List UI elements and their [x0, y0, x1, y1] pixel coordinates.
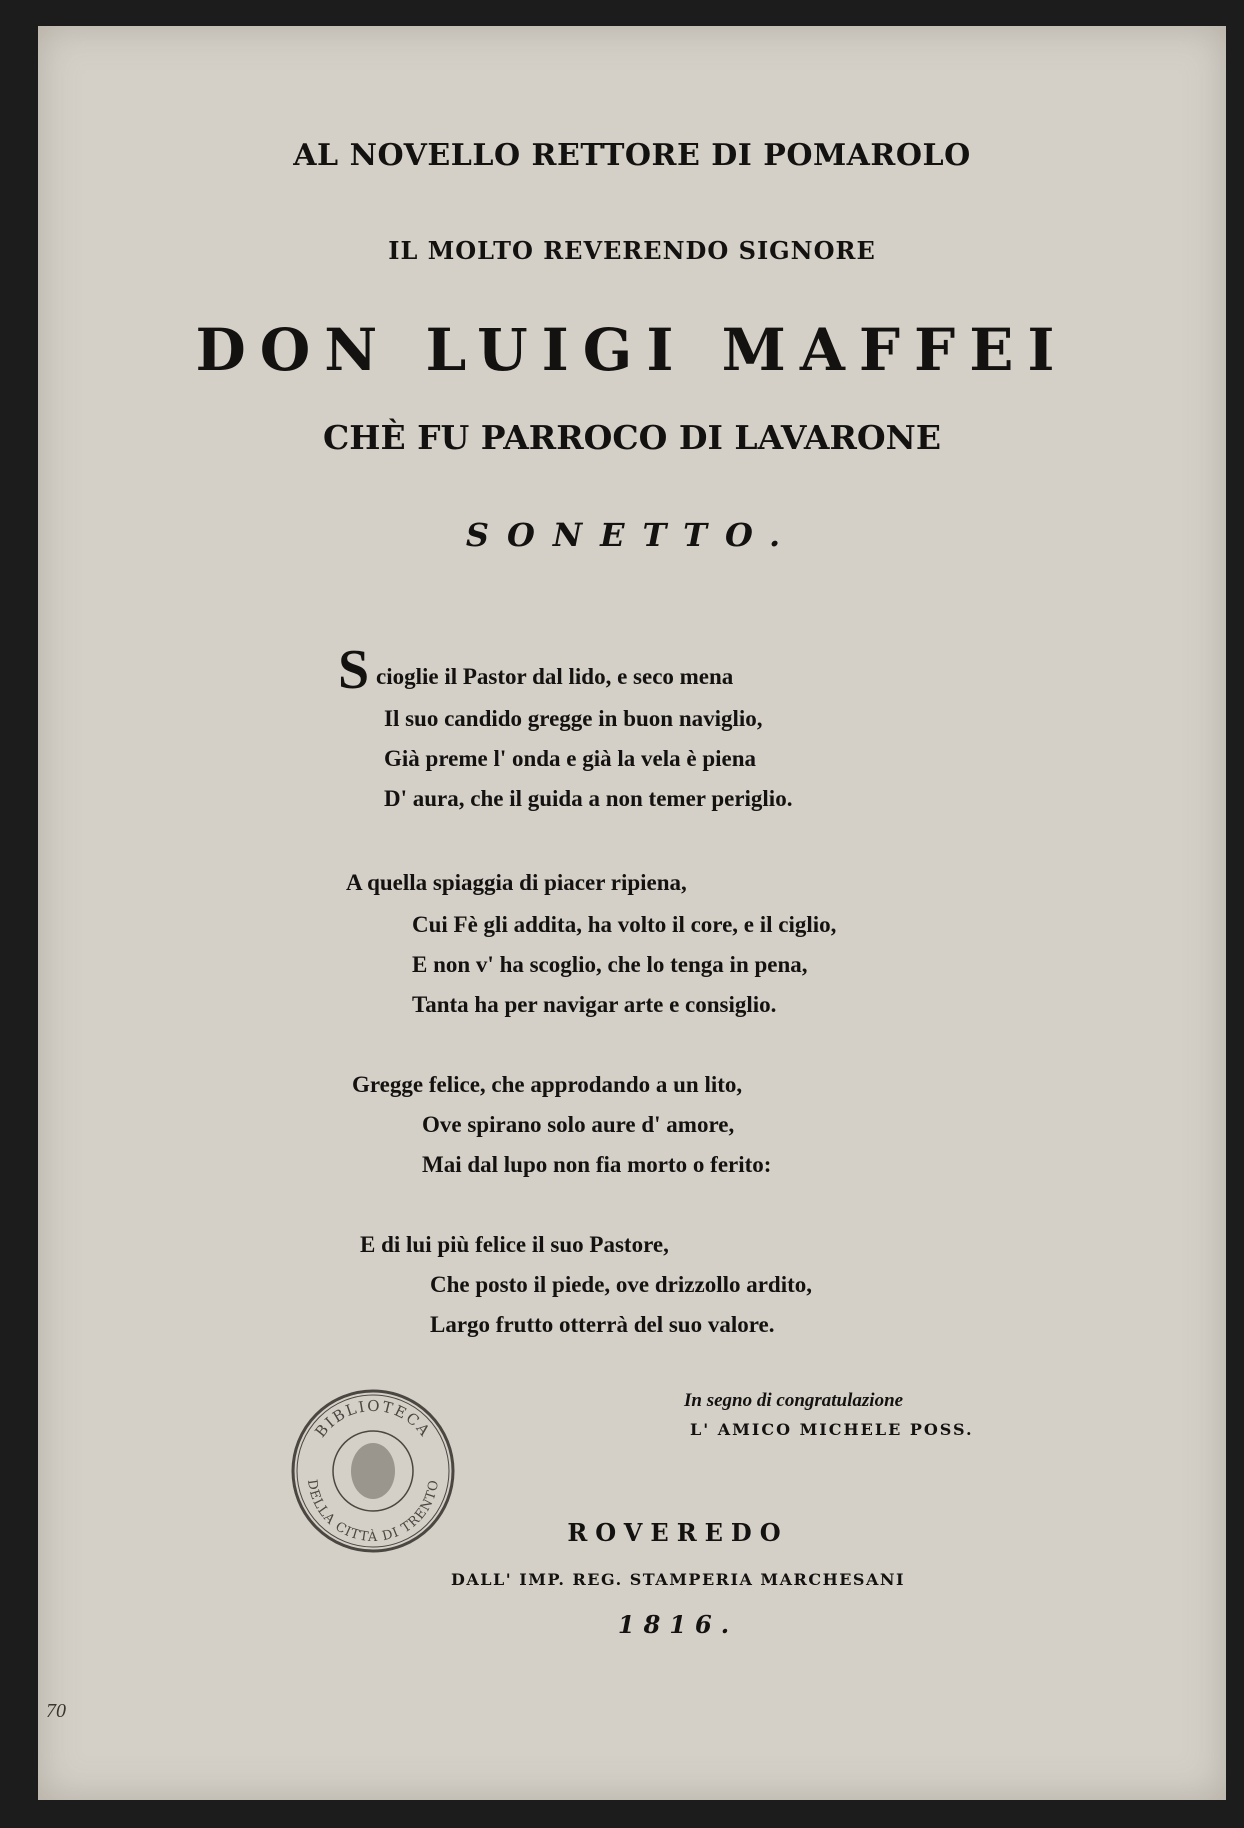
imprint-place: ROVEREDO [567, 1518, 789, 1547]
svg-text:DELLA CITTÀ DI TRENTO: DELLA CITTÀ DI TRENTO [303, 1478, 443, 1546]
svg-text:BIBLIOTECA: BIBLIOTECA [311, 1396, 435, 1441]
heading-line-2: IL MOLTO REVERENDO SIGNORE [388, 236, 876, 265]
drop-cap: S [338, 639, 370, 701]
shelfmark-annotation: 70 [46, 1700, 66, 1722]
imprint-printer: DALL' IMP. REG. STAMPERIA MARCHESANI [451, 1570, 905, 1589]
imprint-year: 1816. [617, 1610, 739, 1639]
verse-line: E non v' ha scoglio, che lo tenga in pena, [412, 952, 808, 977]
verse-line: Ove spirano solo aure d' amore, [422, 1112, 735, 1137]
verse-line: cioglie il Pastor dal lido, e seco mena [376, 664, 734, 689]
verse-line: Che posto il piede, ove drizzollo ardito, [430, 1272, 813, 1297]
verse-line: E di lui più felice il suo Pastore, [360, 1232, 669, 1257]
heading-line-4: CHÈ FU PARROCO DI LAVARONE [323, 418, 941, 457]
verse-line: Gregge felice, che approdando a un lito, [352, 1072, 743, 1097]
heading-line-1: AL NOVELLO RETTORE DI POMAROLO [293, 138, 971, 173]
honoree-name: DON LUIGI MAFFEI [195, 316, 1069, 384]
verse-line: Mai dal lupo non fia morto o ferito: [422, 1152, 772, 1177]
document-sheet [38, 26, 1226, 1800]
verse-line: Cui Fè gli addita, ha volto il core, e il ciglio, [412, 912, 837, 937]
verse-line: D' aura, che il guida a non temer periglio. [384, 786, 793, 811]
verse-line: Il suo candido gregge in buon naviglio, [384, 706, 763, 731]
signature-author: L' AMICO MICHELE POSS. [690, 1420, 974, 1439]
genre-title: SONETTO. [465, 516, 799, 554]
verse-line: Tanta ha per navigar arte e consiglio. [412, 992, 777, 1017]
signature-dedication: In segno di congratulazione [684, 1390, 904, 1411]
verse-line: Già preme l' onda e già la vela è piena [384, 746, 757, 771]
verse-line: A quella spiaggia di piacer ripiena, [346, 870, 687, 895]
verse-line: Largo frutto otterrà del suo valore. [430, 1312, 775, 1337]
